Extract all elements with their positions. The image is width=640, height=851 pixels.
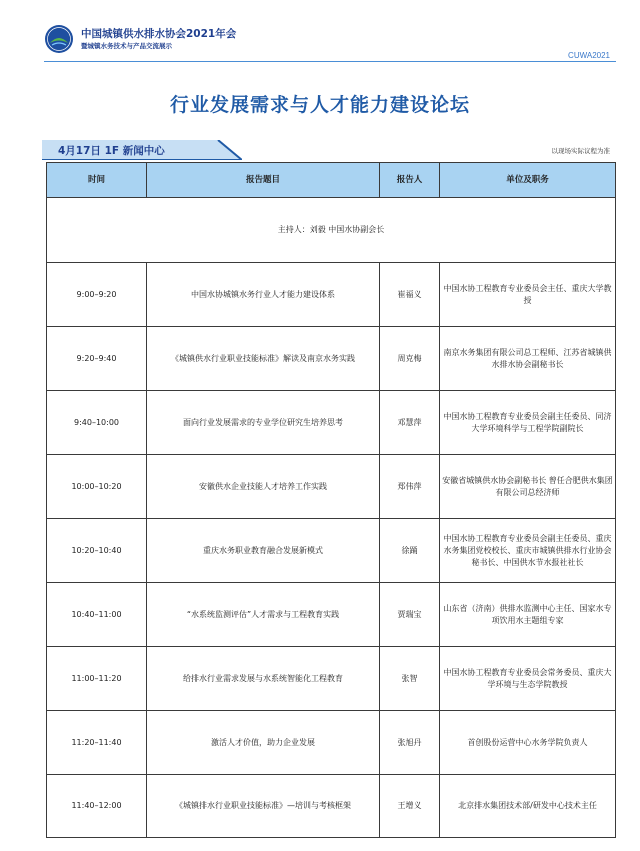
cuwa-logo <box>44 24 74 54</box>
speaker-cell: 贾瑞宝 <box>380 583 440 647</box>
session-date-location: 4月17日 1F 新闻中心 <box>58 145 165 157</box>
time-cell: 11:40–12:00 <box>47 775 147 838</box>
org-subtitle: 暨城镇水务技术与产品交流展示 <box>81 42 172 50</box>
time-cell: 9:00–9:20 <box>47 263 147 327</box>
topic-cell: 《城镇供水行业职业技能标准》解读及南京水务实践 <box>147 327 380 391</box>
cuwa-tag: CUWA2021 <box>568 51 610 60</box>
table-row <box>47 455 616 519</box>
table-row <box>47 391 616 455</box>
agenda-note: 以现场实际议程为准 <box>551 147 610 155</box>
time-cell: 9:20–9:40 <box>47 327 147 391</box>
speaker-cell: 周克梅 <box>380 327 440 391</box>
page-title: 行业发展需求与人才能力建设论坛 <box>169 94 470 116</box>
table-row <box>47 647 616 711</box>
time-cell: 11:00–11:20 <box>47 647 147 711</box>
org-name: 中国城镇供水排水协会2021年会 <box>81 28 237 40</box>
host-cell: 主持人：刘毅 中国水协副会长 <box>47 198 616 263</box>
topic-cell: 重庆水务职业教育融合发展新模式 <box>147 519 380 583</box>
topic-cell: 面向行业发展需求的专业学位研究生培养思考 <box>147 391 380 455</box>
speaker-cell: 邓慧萍 <box>380 391 440 455</box>
topic-cell: 《城镇排水行业职业技能标准》—培训与考核框架 <box>147 775 380 838</box>
topic-cell: 给排水行业需求发展与水系统智能化工程教育 <box>147 647 380 711</box>
affiliation-cell: 山东省（济南）供排水监测中心主任、国家水专项饮用水主题组专家 <box>440 583 616 647</box>
speaker-cell: 张旭丹 <box>380 711 440 775</box>
topic-cell: 激活人才价值，助力企业发展 <box>147 711 380 775</box>
table-row <box>47 775 616 838</box>
page-header <box>0 0 640 68</box>
time-cell: 10:20–10:40 <box>47 519 147 583</box>
schedule-table <box>46 162 616 838</box>
time-cell: 9:40–10:00 <box>47 391 147 455</box>
topic-cell: 中国水协城镇水务行业人才能力建设体系 <box>147 263 380 327</box>
table-header-row <box>47 163 616 198</box>
topic-cell: “水系统监测评估”人才需求与工程教育实践 <box>147 583 380 647</box>
affiliation-cell: 中国水协工程教育专业委员会主任、重庆大学教授 <box>440 263 616 327</box>
topic-cell: 安徽供水企业技能人才培养工作实践 <box>147 455 380 519</box>
affiliation-cell: 中国水协工程教育专业委员会副主任委员、重庆水务集团党校校长、重庆市城镇供排水行业协会秘书长、中国供水节水报社社长 <box>440 519 616 583</box>
affiliation-cell: 北京排水集团技术部/研发中心技术主任 <box>440 775 616 838</box>
column-header-topic: 报告题目 <box>147 163 380 198</box>
table-row <box>47 263 616 327</box>
affiliation-cell: 安徽省城镇供水协会副秘书长 曾任合肥供水集团有限公司总经济师 <box>440 455 616 519</box>
header-divider <box>44 61 616 62</box>
speaker-cell: 张智 <box>380 647 440 711</box>
affiliation-cell: 首创股份运营中心水务学院负责人 <box>440 711 616 775</box>
speaker-cell: 郑伟萍 <box>380 455 440 519</box>
affiliation-cell: 南京水务集团有限公司总工程师、江苏省城镇供水排水协会副秘书长 <box>440 327 616 391</box>
column-header-time: 时间 <box>47 163 147 198</box>
affiliation-cell: 中国水协工程教育专业委员会常务委员、重庆大学环境与生态学院教授 <box>440 647 616 711</box>
speaker-cell: 徐踊 <box>380 519 440 583</box>
table-row <box>47 711 616 775</box>
host-row <box>47 198 616 263</box>
time-cell: 11:20–11:40 <box>47 711 147 775</box>
table-row <box>47 519 616 583</box>
affiliation-cell: 中国水协工程教育专业委员会副主任委员、同济大学环境科学与工程学院副院长 <box>440 391 616 455</box>
time-cell: 10:40–11:00 <box>47 583 147 647</box>
time-cell: 10:00–10:20 <box>47 455 147 519</box>
column-header-speaker: 报告人 <box>380 163 440 198</box>
table-row <box>47 327 616 391</box>
column-header-affiliation: 单位及职务 <box>440 163 616 198</box>
speaker-cell: 王增义 <box>380 775 440 838</box>
speaker-cell: 崔福义 <box>380 263 440 327</box>
table-row <box>47 583 616 647</box>
